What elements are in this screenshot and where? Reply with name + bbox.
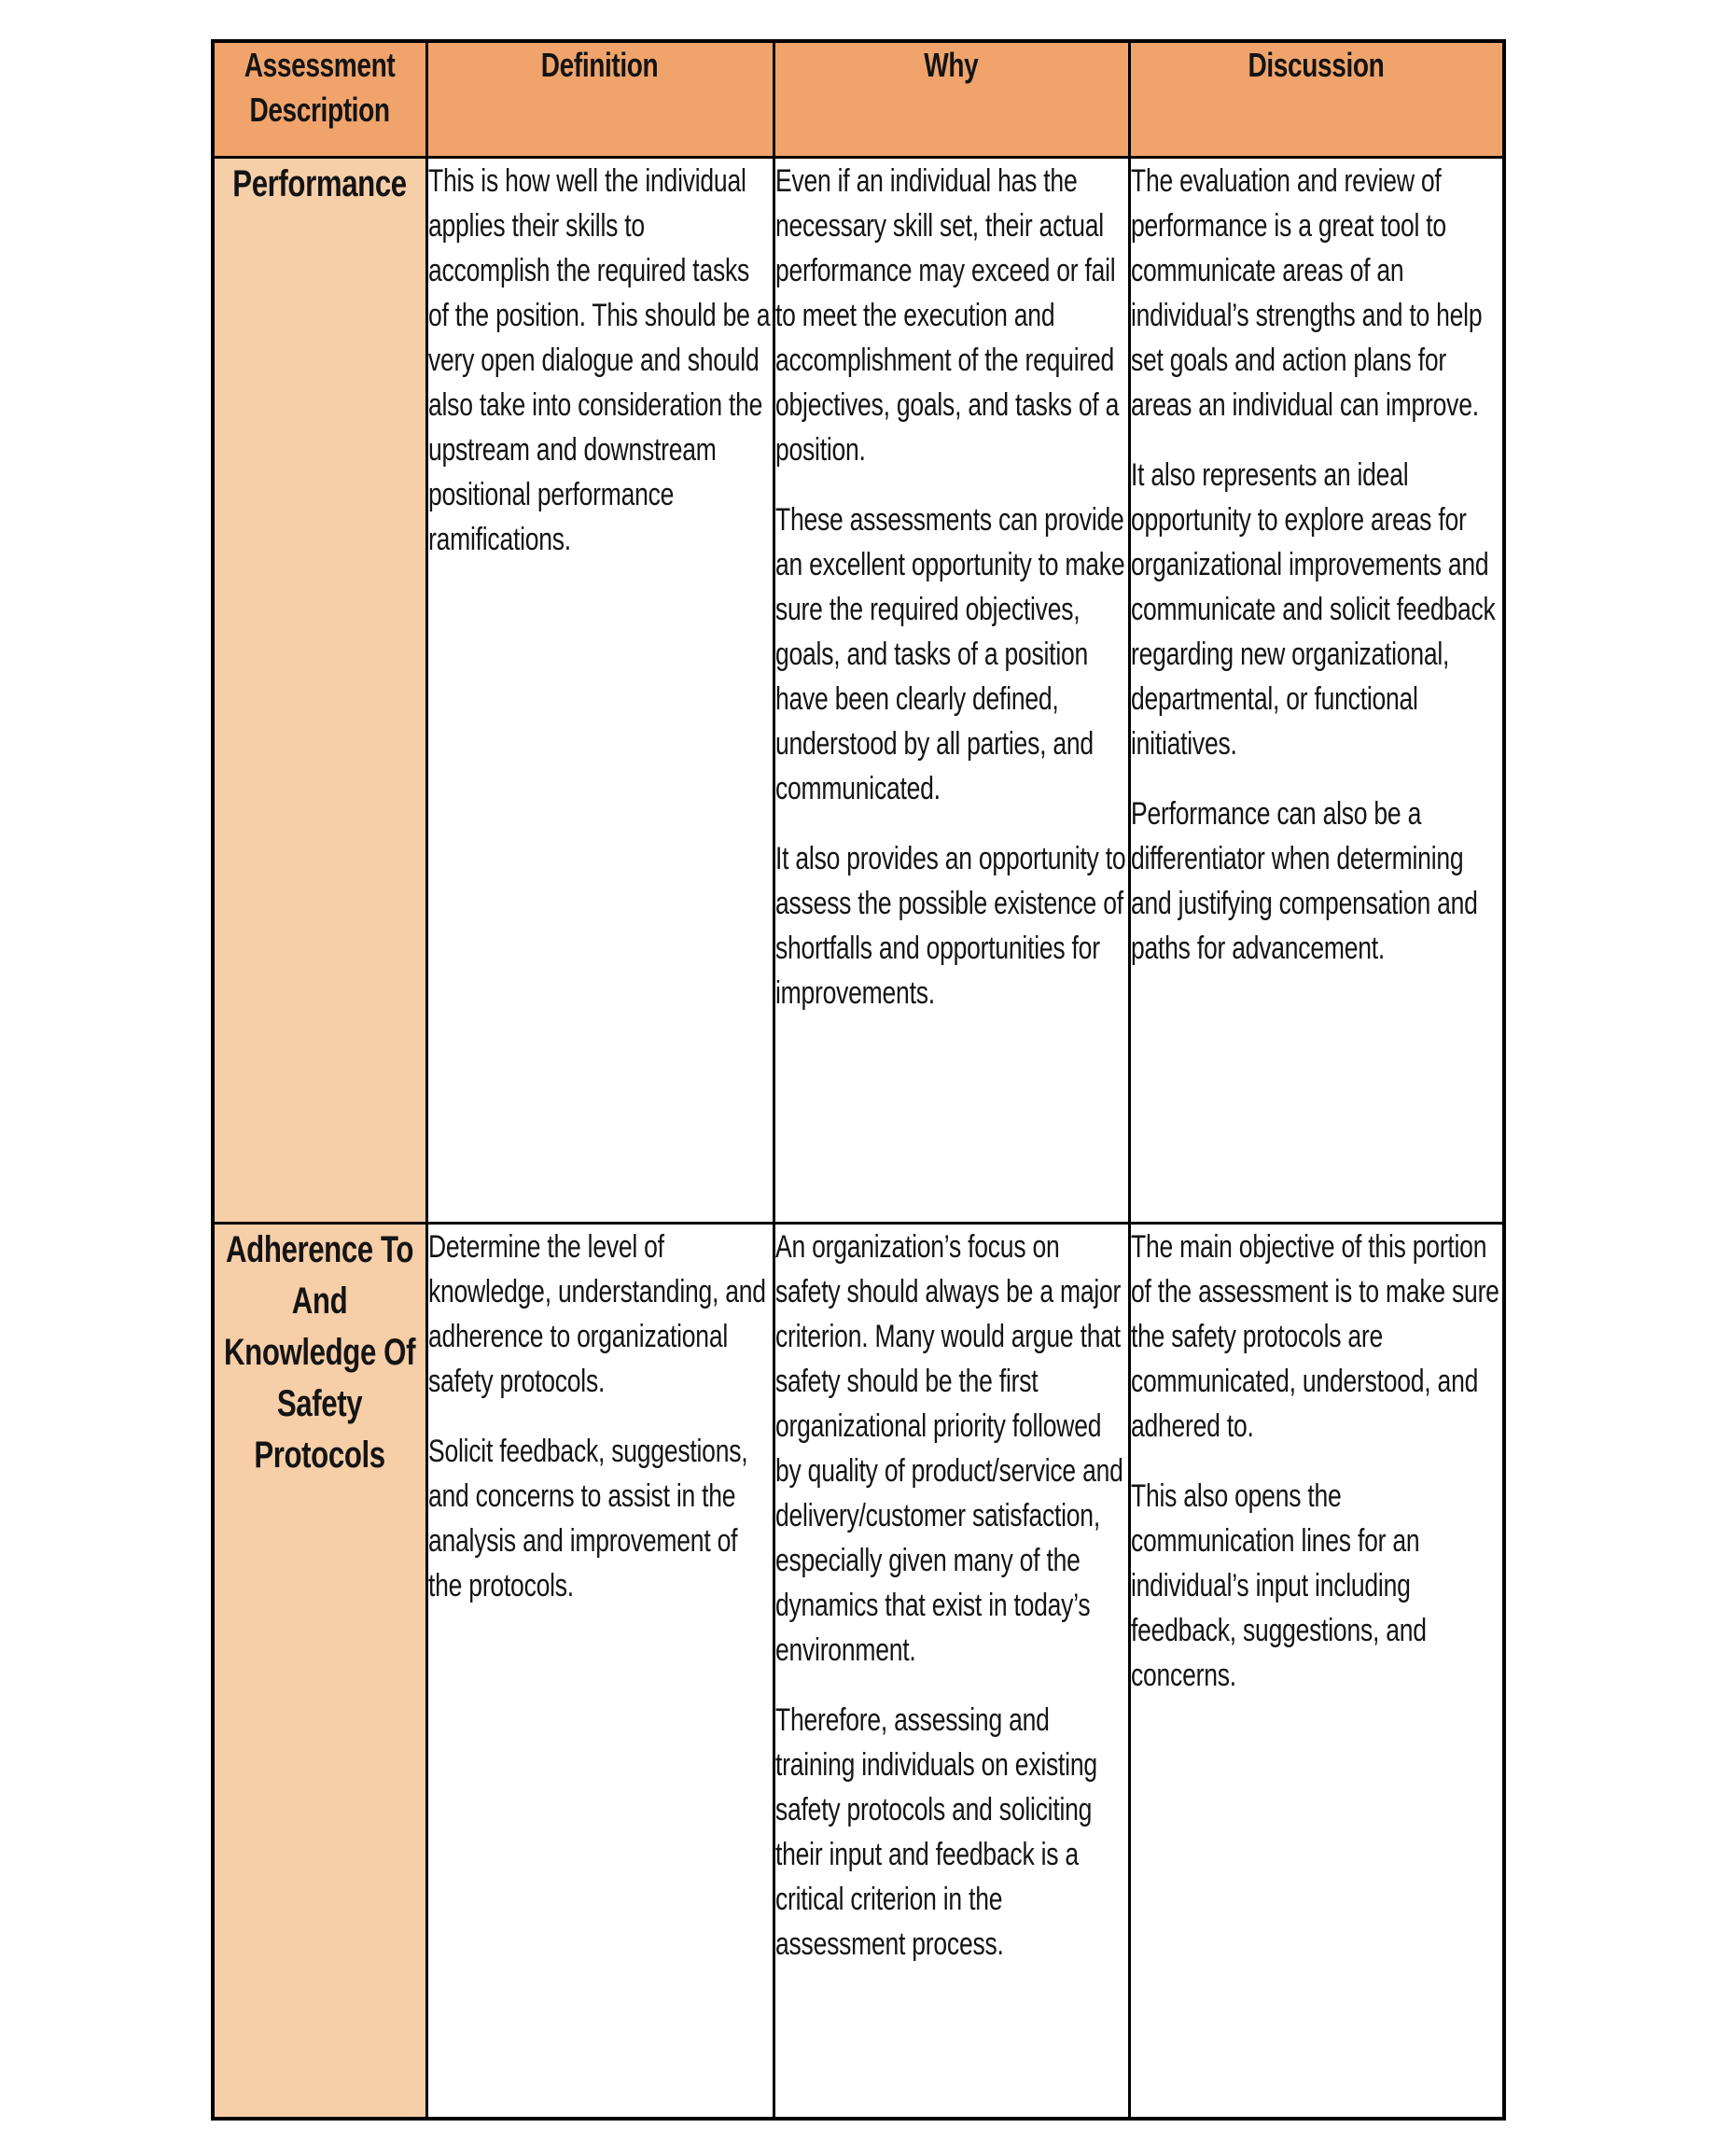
assessment-table [211,39,1506,2121]
header-why-label: Why [924,46,979,84]
cell-safety-definition-text: Determine the level of knowledge, understanding, and adherence to organizational safety protocols. Solicit feedback, suggestions, and concerns to assist in the analysis and improvement of the protocols. [427,1228,766,1603]
table-row-performance [213,157,1504,1223]
cell-safety-why-text: An organization’s focus on safety should always be a major criterion. Many would argue that safety should be the first organizational priority followed by quality of product/service and delivery/customer satisfaction, especially given many of the dynamics that exist in today’s environment. Therefore, assessing and training individuals on existing safety protocols and soliciting their input and feedback is a critical criterion in the assessment process. [774,1228,1123,1962]
row-label-performance-text: Performance [232,162,407,204]
header-definition [426,41,774,157]
header-discussion-label: Discussion [1248,46,1385,84]
table-row-safety-protocols [213,1223,1504,2119]
cell-safety-discussion [1129,1223,1504,2119]
header-assessment-description [213,41,426,157]
cell-performance-definition [426,157,774,1223]
cell-safety-definition [426,1223,774,2119]
header-why [774,41,1129,157]
header-assessment-description-label: Assessment Description [244,46,396,129]
header-definition-label: Definition [541,46,659,84]
header-discussion [1129,41,1504,157]
cell-performance-why-text: Even if an individual has the necessary skill set, their actual performance may exceed or fail to meet the execution and accomplishment of the required objectives, goals, and tasks of a position. These assessments can provide an excellent opportunity to make sure the required objectives, goals, and tasks of a position have been clearly defined, understood by all parties, and communicated. It also provides an opportunity to assess the possible existence of shortfalls and opportunities for improvements. [774,162,1125,1011]
cell-performance-discussion-text: The evaluation and review of performance is a great tool to communicate areas of an individual’s strengths and to help set goals and action plans for areas an individual can improve. It also represents an ideal opportunity to explore areas for organizational improvements and communicate and solicit feedback regarding new organizational, departmental, or functional initiatives. Performance can also be a differentiator when determining and justifying compensation and paths for advancement. [1130,162,1496,966]
cell-safety-discussion-text: The main objective of this portion of the assessment is to make sure the safety protocols are communicated, understood, and adhered to. This also opens the communication lines for an individual’s input including feedback, suggestions, and concerns. [1130,1228,1499,1693]
cell-performance-discussion [1129,157,1504,1223]
cell-performance-definition-text: This is how well the individual applies their skills to accomplish the required tasks of the position. This should be a very open dialogue and should also take into consideration the upstream and downstream positional performance ramifications. [427,162,770,557]
cell-performance-why [774,157,1129,1223]
cell-safety-why [774,1223,1129,2119]
table-header-row [213,41,1504,157]
row-label-safety-protocols-text: Adherence To And Knowledge Of Safety Protocols [224,1228,416,1476]
row-label-safety-protocols [213,1223,426,2119]
row-label-performance [213,157,426,1223]
